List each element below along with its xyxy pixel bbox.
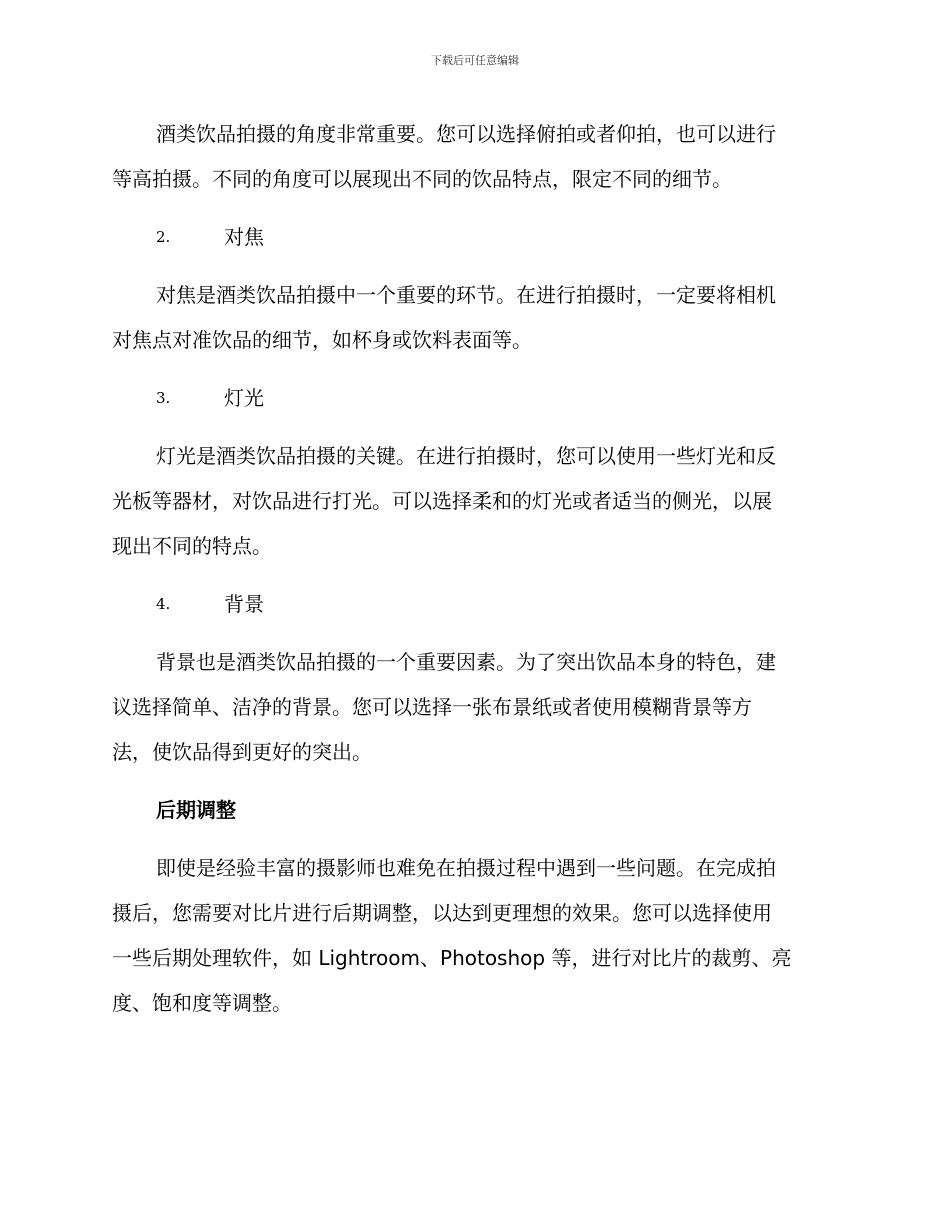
section-heading-post-processing: 后期调整	[156, 798, 236, 822]
paragraph-line: 摄后，您需要对比片进行后期调整，以达到更理想的效果。您可以选择使用	[112, 901, 772, 925]
paragraph-focus	[112, 273, 838, 363]
list-number: 3.	[156, 389, 171, 407]
paragraph-line: 背景也是酒类饮品拍摄的一个重要因素。为了突出饮品本身的特色，建	[156, 650, 776, 674]
paragraph-line: 议选择简单、洁净的背景。您可以选择一张布景纸或者使用模糊背景等方	[112, 695, 752, 719]
paragraph-angle	[112, 112, 838, 202]
page-header: 下载后可任意编辑	[431, 54, 519, 67]
document-body	[112, 112, 838, 1039]
list-number: 4.	[156, 595, 171, 613]
list-item-background	[112, 582, 838, 627]
paragraph-line: 即使是经验丰富的摄影师也难免在拍摄过程中遇到一些问题。在完成拍	[156, 856, 776, 880]
paragraph-line: 现出不同的特点。	[112, 534, 272, 558]
list-label: 背景	[224, 592, 264, 616]
paragraph-light	[112, 434, 838, 569]
paragraph-line: 对焦点对准饮品的细节，如杯身或饮料表面等。	[112, 328, 532, 352]
paragraph-line: 等高拍摄。不同的角度可以展现出不同的饮品特点，限定不同的细节。	[112, 167, 732, 191]
list-label: 对焦	[224, 225, 264, 249]
paragraph-line: 光板等器材，对饮品进行打光。可以选择柔和的灯光或者适当的侧光，以展	[112, 489, 772, 513]
paragraph-line: 度、饱和度等调整。	[112, 991, 292, 1015]
paragraph-line: 法，使饮品得到更好的突出。	[112, 740, 372, 764]
paragraph-line: 一些后期处理软件，如 Lightroom、Photoshop 等，进行对比片的裁剪、亮	[112, 946, 792, 970]
paragraph-line: 酒类饮品拍摄的角度非常重要。您可以选择俯拍或者仰拍，也可以进行	[156, 122, 776, 146]
paragraph-post-processing	[112, 846, 838, 1026]
paragraph-background	[112, 640, 838, 775]
list-label: 灯光	[224, 386, 264, 410]
paragraph-line: 对焦是酒类饮品拍摄中一个重要的环节。在进行拍摄时，一定要将相机	[156, 283, 776, 307]
list-item-light	[112, 376, 838, 421]
paragraph-line: 灯光是酒类饮品拍摄的关键。在进行拍摄时，您可以使用一些灯光和反	[156, 444, 776, 468]
list-number: 2.	[156, 228, 171, 246]
list-item-focus	[112, 215, 838, 260]
